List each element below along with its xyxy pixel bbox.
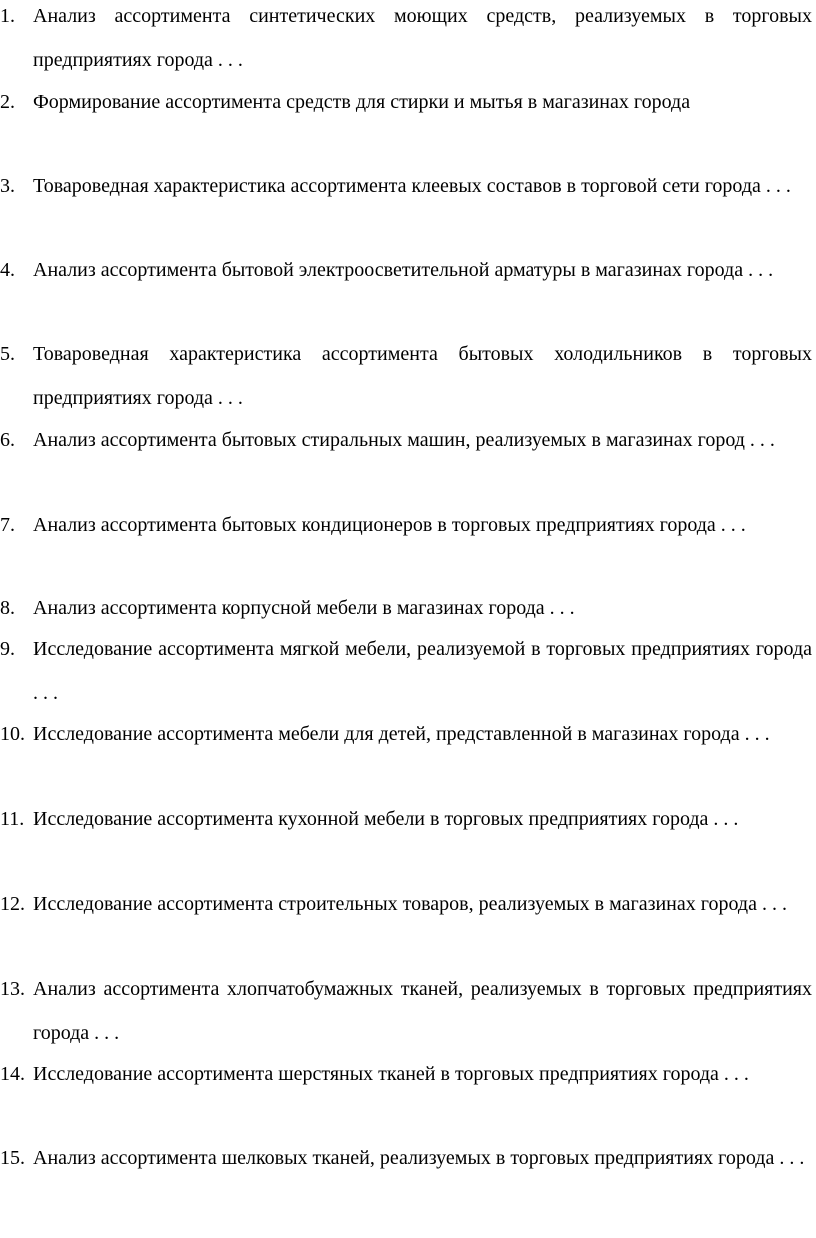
item-text: Анализ ассортимента бытовых кондиционеров в торговых предприятиях города . . . [33,514,746,536]
item-number: 4. [0,259,15,281]
item-number: 9. [0,638,15,660]
item-number: 1. [0,5,15,27]
item-number: 5. [0,343,15,365]
item-text: Анализ ассортимента бытовых стиральных машин, реализуемых в магазинах город . . . [33,429,775,451]
item-text: Анализ ассортимента корпусной мебели в магазинах города . . . [33,597,575,619]
list-item [0,503,812,547]
item-number: 8. [0,597,15,619]
item-text: Анализ ассортимента бытовой электроосветительной арматуры в магазинах города . . . [33,259,774,281]
item-number: 6. [0,429,15,451]
item-text: Исследование ассортимента кухонной мебели в торговых предприятиях города . . . [33,808,739,830]
item-number: 2. [0,91,15,113]
list-item [0,248,812,292]
item-text: Товароведная характеристика ассортимента бытовых холодильников в торговых предприятиях города . . . [33,343,812,409]
item-text: Исследование ассортимента шерстяных тканей в торговых предприятиях города . . . [33,1063,749,1085]
item-number: 14. [0,1063,25,1085]
list-item [0,332,812,420]
list-item [0,882,812,926]
item-number: 12. [0,893,25,915]
item-number: 7. [0,514,15,536]
list-item [0,797,812,841]
list-item [0,0,812,82]
item-text: Анализ ассортимента хлопчатобумажных тканей, реализуемых в торговых предприятиях города . . . [33,978,812,1044]
list-item [0,1052,812,1096]
item-number: 10. [0,723,25,745]
list-item [0,586,812,630]
item-text: Товароведная характеристика ассортимента клеевых составов в торговой сети города . . . [33,175,791,197]
list-item [0,418,812,462]
item-number: 3. [0,175,15,197]
list-item [0,967,812,1055]
item-text: Анализ ассортимента шелковых тканей, реализуемых в торговых предприятиях города . . . [33,1147,805,1169]
item-number: 11. [0,808,25,830]
item-text: Исследование ассортимента мягкой мебели, реализуемой в торговых предприятиях города . . . [33,638,812,704]
list-item [0,712,812,756]
item-number: 13. [0,978,25,1000]
item-text: Исследование ассортимента строительных товаров, реализуемых в магазинах города . . . [33,893,787,915]
list-item [0,80,812,124]
item-text: Формирование ассортимента средств для стирки и мытья в магазинах города [33,91,691,113]
list-item [0,1136,812,1180]
item-number: 15. [0,1147,25,1169]
item-text: Анализ ассортимента синтетических моющих средств, реализуемых в торговых предприятиях города . . . [33,5,812,71]
list-item [0,627,812,715]
item-text: Исследование ассортимента мебели для детей, представленной в магазинах города . . . [33,723,770,745]
list-item [0,164,812,208]
